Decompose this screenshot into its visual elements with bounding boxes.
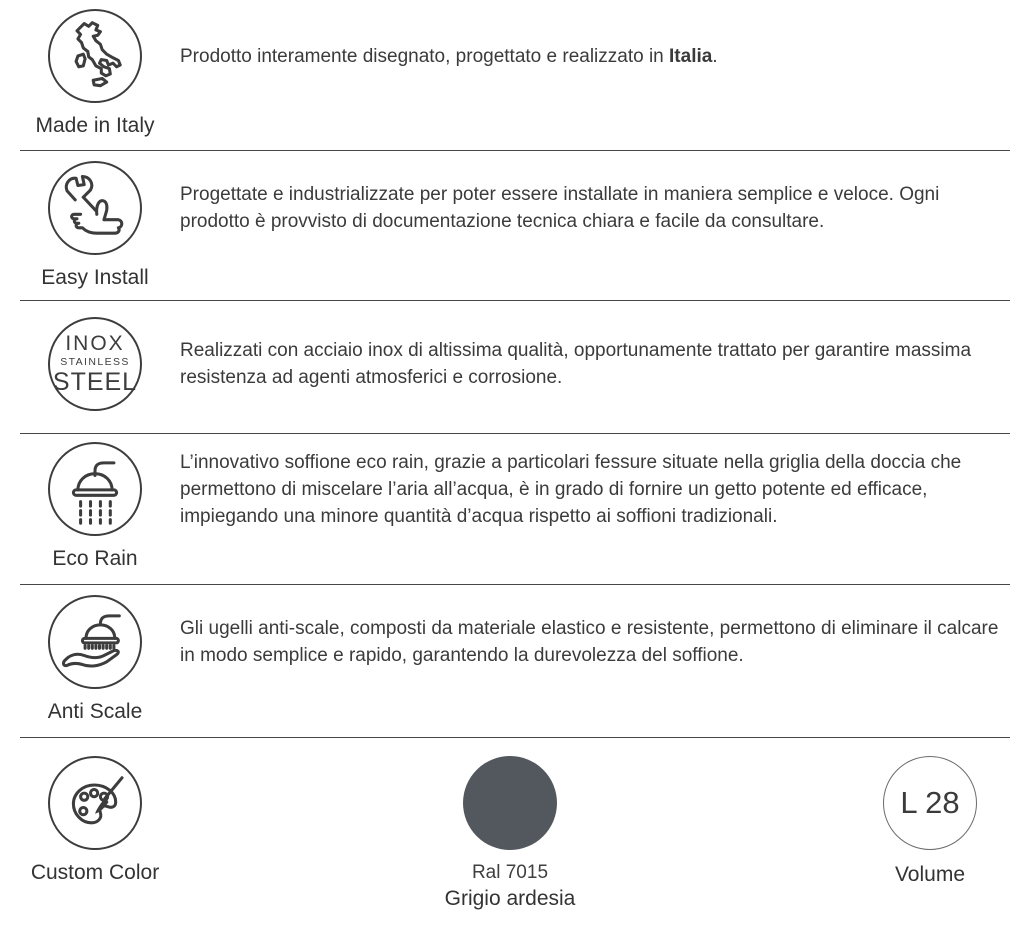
ral-code: Ral 7015	[471, 862, 549, 883]
custom-color-column	[20, 756, 170, 885]
feature-label: Easy Install	[41, 266, 149, 289]
feature-icon-column	[20, 442, 170, 571]
feature-icon-column	[20, 161, 170, 290]
icon-circle	[48, 9, 142, 103]
bold-italia: Italia	[669, 45, 713, 67]
feature-label: Made in Italy	[35, 114, 155, 137]
feature-text-column	[170, 161, 1010, 255]
icon-circle	[48, 161, 142, 255]
italy-map-icon	[48, 11, 142, 101]
feature-text: Progettate e industrializzate per poter essere installate in maniera semplice e veloce. Ogni prodotto è provvisto di documentazione tecnica chiara e facile da consultare.	[180, 184, 940, 232]
inox-badge-line2: STAINLESS	[60, 356, 130, 368]
footer-row	[20, 738, 1010, 912]
shower-head-hand-icon	[48, 597, 142, 687]
feature-icon-column	[20, 595, 170, 724]
feature-text: L’innovativo soffione eco rain, grazie a particolari fessure situate nella griglia della doccia che permettono di miscelare l’aria all’acqua, è in grado di fornire un getto potente ed efficace, impiegando una minore quantità d’acqua rispetto ai soffioni tradizionali.	[180, 451, 962, 527]
feature-text: Realizzati con acciaio inox di altissima qualità, opportunamente trattato per garantire massima resistenza ad agenti atmosferici e corrosione.	[180, 340, 972, 388]
feature-row-made-in-italy	[20, 0, 1010, 151]
wrench-thumbs-up-icon	[48, 163, 142, 253]
feature-text: Prodotto interamente disegnato, progettato e realizzato in Italia.	[180, 45, 718, 67]
inox-badge-line3: STEEL	[52, 368, 138, 396]
feature-row-easy-install	[20, 151, 1010, 301]
icon-circle	[48, 442, 142, 536]
volume-badge	[883, 756, 977, 850]
feature-row-eco-rain	[20, 434, 1010, 585]
icon-circle	[48, 595, 142, 689]
feature-text-column	[170, 9, 1010, 103]
volume-label: Volume	[894, 863, 965, 886]
feature-label: Anti Scale	[47, 700, 143, 723]
volume-column	[850, 756, 1010, 887]
feature-text: Gli ugelli anti-scale, composti da materiale elastico e resistente, permettono di eliminare il calcare in modo semplice e rapido, garantendo la durevolezza del soffione.	[180, 618, 999, 666]
feature-row-anti-scale	[20, 585, 1010, 738]
feature-text-column	[170, 317, 1010, 411]
feature-text-column	[170, 442, 1010, 536]
inox-badge-line1: INOX	[65, 332, 125, 355]
ral-color-swatch	[463, 756, 557, 850]
ral-color-name: Grigio ardesia	[444, 887, 576, 910]
ral-color-column	[445, 756, 576, 912]
palette-brush-icon	[48, 758, 142, 848]
inox-stainless-steel-badge	[48, 317, 142, 411]
icon-circle	[48, 756, 142, 850]
custom-color-label: Custom Color	[30, 861, 160, 884]
feature-icon-column	[20, 9, 170, 138]
shower-head-rain-icon	[48, 444, 142, 534]
feature-label: Eco Rain	[52, 547, 138, 570]
feature-icon-column	[20, 317, 170, 411]
feature-text-column	[170, 595, 1010, 689]
feature-row-inox	[20, 301, 1010, 434]
volume-value: L 28	[900, 785, 960, 820]
